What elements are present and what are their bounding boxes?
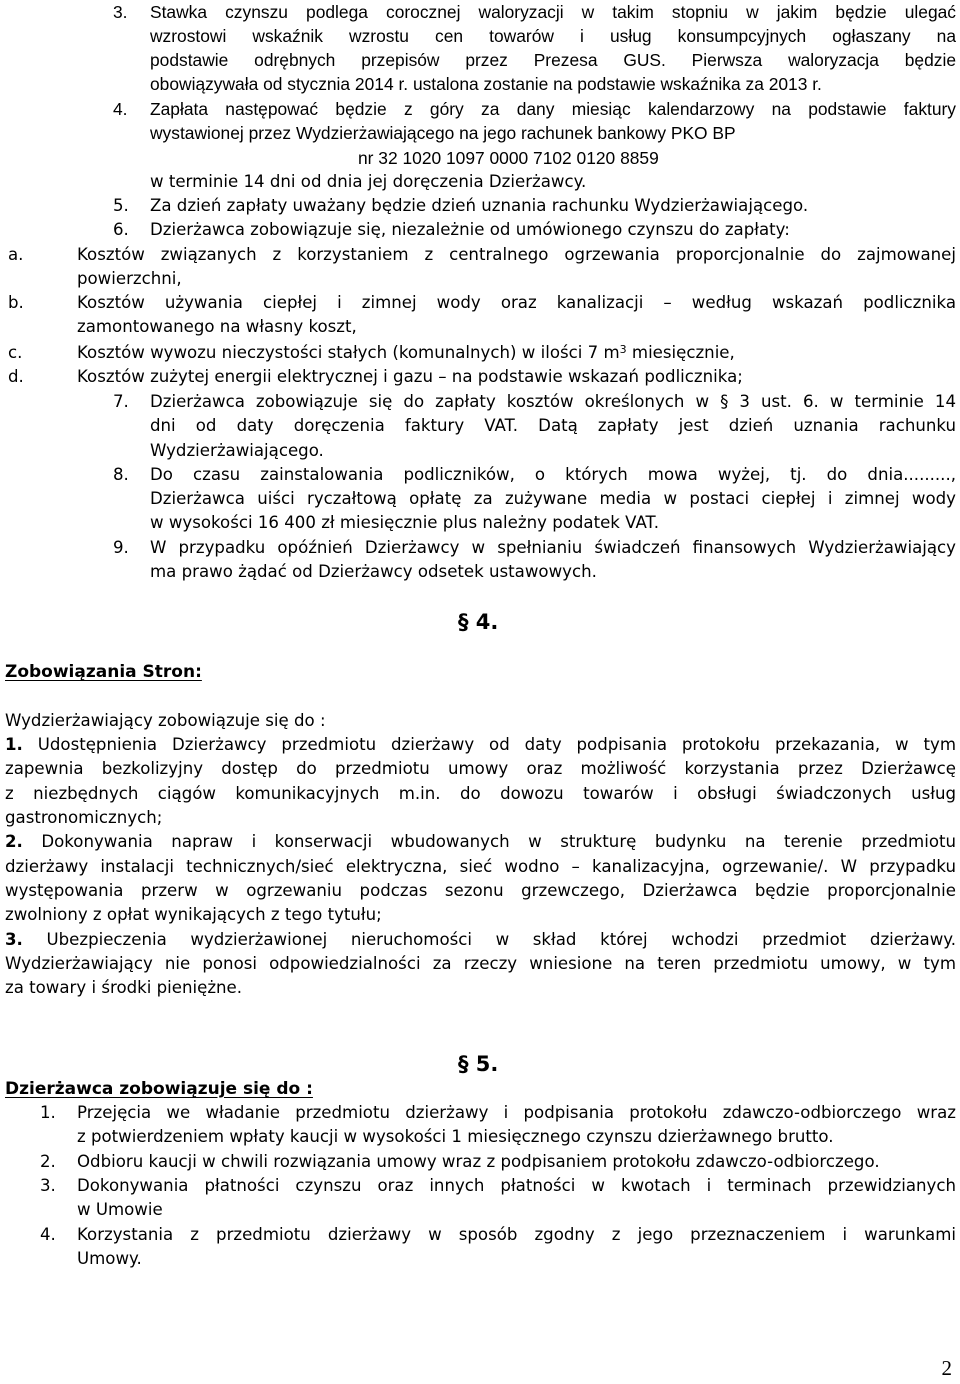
item-text: powierzchni, — [77, 269, 182, 288]
item-text: Za dzień zapłaty uważany będzie dzień uznania rachunku Wydzierżawiającego. — [150, 196, 809, 215]
s5-text: Dokonywania płatności czynszu oraz innych płatności w kwotach i terminach przewidzianych — [77, 1176, 956, 1195]
item-number: 8. — [113, 465, 129, 484]
item-number: 3. — [40, 1176, 56, 1195]
item-text: wzrostowi wskaźnik wzrostu cen towarów i usług konsumpcyjnych ogłaszany na — [150, 26, 956, 46]
item-number: 4. — [113, 99, 128, 119]
s4-text: za towary i środki pieniężne. — [5, 978, 243, 997]
item-text: Zapłata następować będzie z góry za dany miesiąc kalendarzowy na podstawie faktury — [150, 99, 956, 119]
s5-text: Korzystania z przedmiotu dzierżawy w sposób zgodny z jego przeznaczeniem i warunkami — [77, 1225, 956, 1244]
s4-text: 3. Ubezpieczenia wydzierżawionej nieruchomości w skład której wchodzi przedmiot dzierżawy. — [5, 930, 956, 949]
item-text: Kosztów zużytej energii elektrycznej i gazu – na podstawie wskazań podlicznika; — [77, 367, 743, 386]
s4-text: dzierżawy instalacji technicznych/sieć elektryczna, sieć wodno – kanalizacyjna, ogrzewanie/. W przypadku — [5, 857, 956, 876]
item-text: dni od daty doręczenia faktury VAT. Datą zapłaty jest dzień uznania rachunku — [150, 416, 956, 435]
item-letter: d. — [8, 367, 24, 386]
bank-account: nr 32 1020 1097 0000 7102 0120 8859 — [358, 148, 659, 168]
intro-text: Wydzierżawiający zobowiązuje się do : — [5, 711, 326, 730]
s5-text: Umowy. — [77, 1249, 142, 1268]
item-text: w wysokości 16 400 zł miesięcznie plus należny podatek VAT. — [150, 513, 659, 532]
item-letter: a. — [8, 245, 24, 264]
item-number: 2. — [40, 1152, 56, 1171]
item-text: Dzierżawca zobowiązuje się, niezależnie od umówionego czynszu do zapłaty: — [150, 220, 790, 239]
item-text: Kosztów wywozu nieczystości stałych (komunalnych) w ilości 7 $m^3$ miesięcznie, — [77, 343, 735, 362]
s4-text: gastronomicznych; — [5, 808, 163, 827]
item-number: 7. — [113, 392, 129, 411]
s4-text: zwolniony z opłat wynikających z tego tytułu; — [5, 905, 382, 924]
item-letter: c. — [8, 343, 23, 362]
item-text: Do czasu zainstalowania podliczników, o których mowa wyżej, tj. do dnia........., — [150, 465, 956, 484]
s4-text: zapewnia bezkolizyjny dostęp do przedmiotu umowy oraz możliwość korzystania przez Dzierżawcę — [5, 759, 956, 778]
item-text: zamontowanego na własny koszt, — [77, 317, 357, 336]
item-text: Dzierżawca uiści ryczałtową opłatę za zużywane media w postaci ciepłej i zimnej wody — [150, 489, 956, 508]
item-text: podstawie odrębnych przepisów przez Prezesa GUS. Pierwsza waloryzacja będzie — [150, 50, 956, 70]
s4-text: 1. Udostępnienia Dzierżawcy przedmiotu dzierżawy od daty podpisania protokołu przekazania, w tym — [5, 735, 956, 754]
item-number: 9. — [113, 538, 129, 557]
s4-text: Wydzierżawiający nie ponosi odpowiedzialności za rzeczy wniesione na teren przedmiotu umowy, w tym — [5, 954, 956, 973]
item-text: ma prawo żądać od Dzierżawcy odsetek ustawowych. — [150, 562, 597, 581]
s5-text: Przejęcia we władanie przedmiotu dzierżawy i podpisania protokołu zdawczo-odbiorczego wraz — [77, 1103, 956, 1122]
item-text: Dzierżawca zobowiązuje się do zapłaty kosztów określonych w § 3 ust. 6. w terminie 14 — [150, 392, 956, 411]
paragraph-number: § 4. — [458, 610, 499, 634]
item-letter: b. — [8, 293, 24, 312]
item-text: Kosztów używania ciepłej i zimnej wody oraz kanalizacji – według wskazań podlicznika — [77, 293, 956, 312]
item-text: Kosztów związanych z korzystaniem z centralnego ogrzewania proporcjonalnie do zajmowanej — [77, 245, 956, 264]
item-text: w terminie 14 dni od dnia jej doręczenia Dzierżawcy. — [150, 172, 587, 191]
s5-text: Odbioru kaucji w chwili rozwiązania umowy wraz z podpisaniem protokołu zdawczo-odbiorczego. — [77, 1152, 880, 1171]
s4-text: występowania przerw w ogrzewaniu podczas sezonu grzewczego, Dzierżawca będzie proporcjonalnie — [5, 881, 956, 900]
page-number: 2 — [941, 1356, 952, 1380]
item-text: Wydzierżawiającego. — [150, 441, 324, 460]
item-number: 6. — [113, 220, 129, 239]
item-number: 4. — [40, 1225, 56, 1244]
s4-text: z niezbędnych ciągów komunikacyjnych m.in. do dowozu towarów i obsługi świadczonych usług — [5, 784, 956, 803]
item-text: W przypadku opóźnień Dzierżawcy w spełnianiu świadczeń finansowych Wydzierżawiający — [150, 538, 956, 557]
item-number: 3. — [113, 2, 128, 22]
paragraph-number: § 5. — [458, 1052, 499, 1076]
item-number: 5. — [113, 196, 129, 215]
section-heading: Zobowiązania Stron: — [5, 662, 202, 682]
s4-text: 2. Dokonywania napraw i konserwacji wbudowanych w strukturę budynku na terenie przedmiotu — [5, 832, 956, 851]
item-text: Stawka czynszu podlega corocznej waloryzacji w takim stopniu w jakim będzie ulegać — [150, 2, 956, 22]
section-heading: Dzierżawca zobowiązuje się do : — [5, 1079, 313, 1099]
s5-text: w Umowie — [77, 1200, 163, 1219]
s5-text: z potwierdzeniem wpłaty kaucji w wysokości 1 miesięcznego czynszu dzierżawnego brutto. — [77, 1127, 834, 1146]
item-text: obowiązywała od stycznia 2014 r. ustalona zostanie na podstawie wskaźnika za 2013 r. — [150, 74, 822, 94]
item-number: 1. — [40, 1103, 56, 1122]
item-text: wystawionej przez Wydzierżawiającego na jego rachunek bankowy PKO BP — [150, 123, 736, 143]
superscript: 3 — [619, 343, 627, 356]
